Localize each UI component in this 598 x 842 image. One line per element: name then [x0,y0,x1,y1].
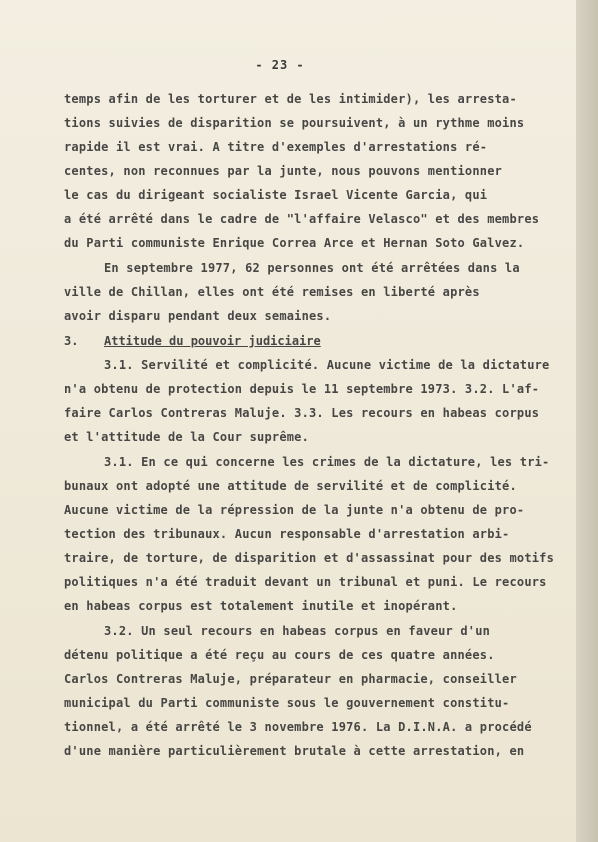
text-line-16: bunaux ont adopté une attitude de servilité et de complicité. [64,479,517,493]
text-line-23: détenu politique a été reçu au cours de ces quatre années. [64,648,495,662]
text-line-8: En septembre 1977, 62 personnes ont été arrêtées dans la [104,261,520,275]
text-line-24: Carlos Contreras Maluje, préparateur en pharmacie, conseiller [64,672,517,686]
text-line-5: le cas du dirigeant socialiste Israel Vicente Garcia, qui [64,188,488,202]
text-line-21: en habeas corpus est totalement inutile et inopérant. [64,599,458,613]
text-line-9: ville de Chillan, elles ont été remises en liberté après [64,285,480,299]
text-line-2: tions suivies de disparition se poursuivent, à un rythme moins [64,116,525,130]
text-line-17: Aucune victime de la répression de la junte n'a obtenu de pro- [64,503,525,517]
section-title: Attitude du pouvoir judiciaire [104,334,321,348]
text-line-3: rapide il est vrai. A titre d'exemples d'arrestations ré- [64,140,488,154]
text-line-22: 3.2. Un seul recours en habeas corpus en faveur d'un [104,624,491,638]
text-line-15: 3.1. En ce qui concerne les crimes de la dictature, les tri- [104,455,550,469]
text-line-13: faire Carlos Contreras Maluje. 3.3. Les recours en habeas corpus [64,406,540,420]
text-line-14: et l'attitude de la Cour suprême. [64,430,310,444]
text-line-19: traire, de torture, de disparition et d'assassinat pour des motifs [64,551,555,565]
text-line-27: d'une manière particulièrement brutale à cette arrestation, en [64,744,525,758]
text-line-10: avoir disparu pendant deux semaines. [64,309,332,323]
page-edge [576,0,598,842]
text-line-1: temps afin de les torturer et de les intimider), les arresta- [64,92,517,106]
text-line-26: tionnel, a été arrêté le 3 novembre 1976. La D.I.N.A. a procédé [64,720,532,734]
text-line-11: 3.1. Servilité et complicité. Aucune victime de la dictature [104,358,550,372]
text-line-4: centes, non reconnues par la junte, nous pouvons mentionner [64,164,503,178]
text-line-25: municipal du Parti communiste sous le gouvernement constitu- [64,696,510,710]
text-line-6: a été arrêté dans le cadre de "l'affaire Velasco" et des membres [64,212,540,226]
text-line-18: tection des tribunaux. Aucun responsable d'arrestation arbi- [64,527,510,541]
page-number: - 23 - [255,58,305,72]
text-line-20: politiques n'a été traduit devant un tribunal et puni. Le recours [64,575,547,589]
text-line-7: du Parti communiste Enrique Correa Arce et Hernan Soto Galvez. [64,236,525,250]
text-line-12: n'a obtenu de protection depuis le 11 septembre 1973. 3.2. L'af- [64,382,540,396]
section-number: 3. [64,334,79,348]
